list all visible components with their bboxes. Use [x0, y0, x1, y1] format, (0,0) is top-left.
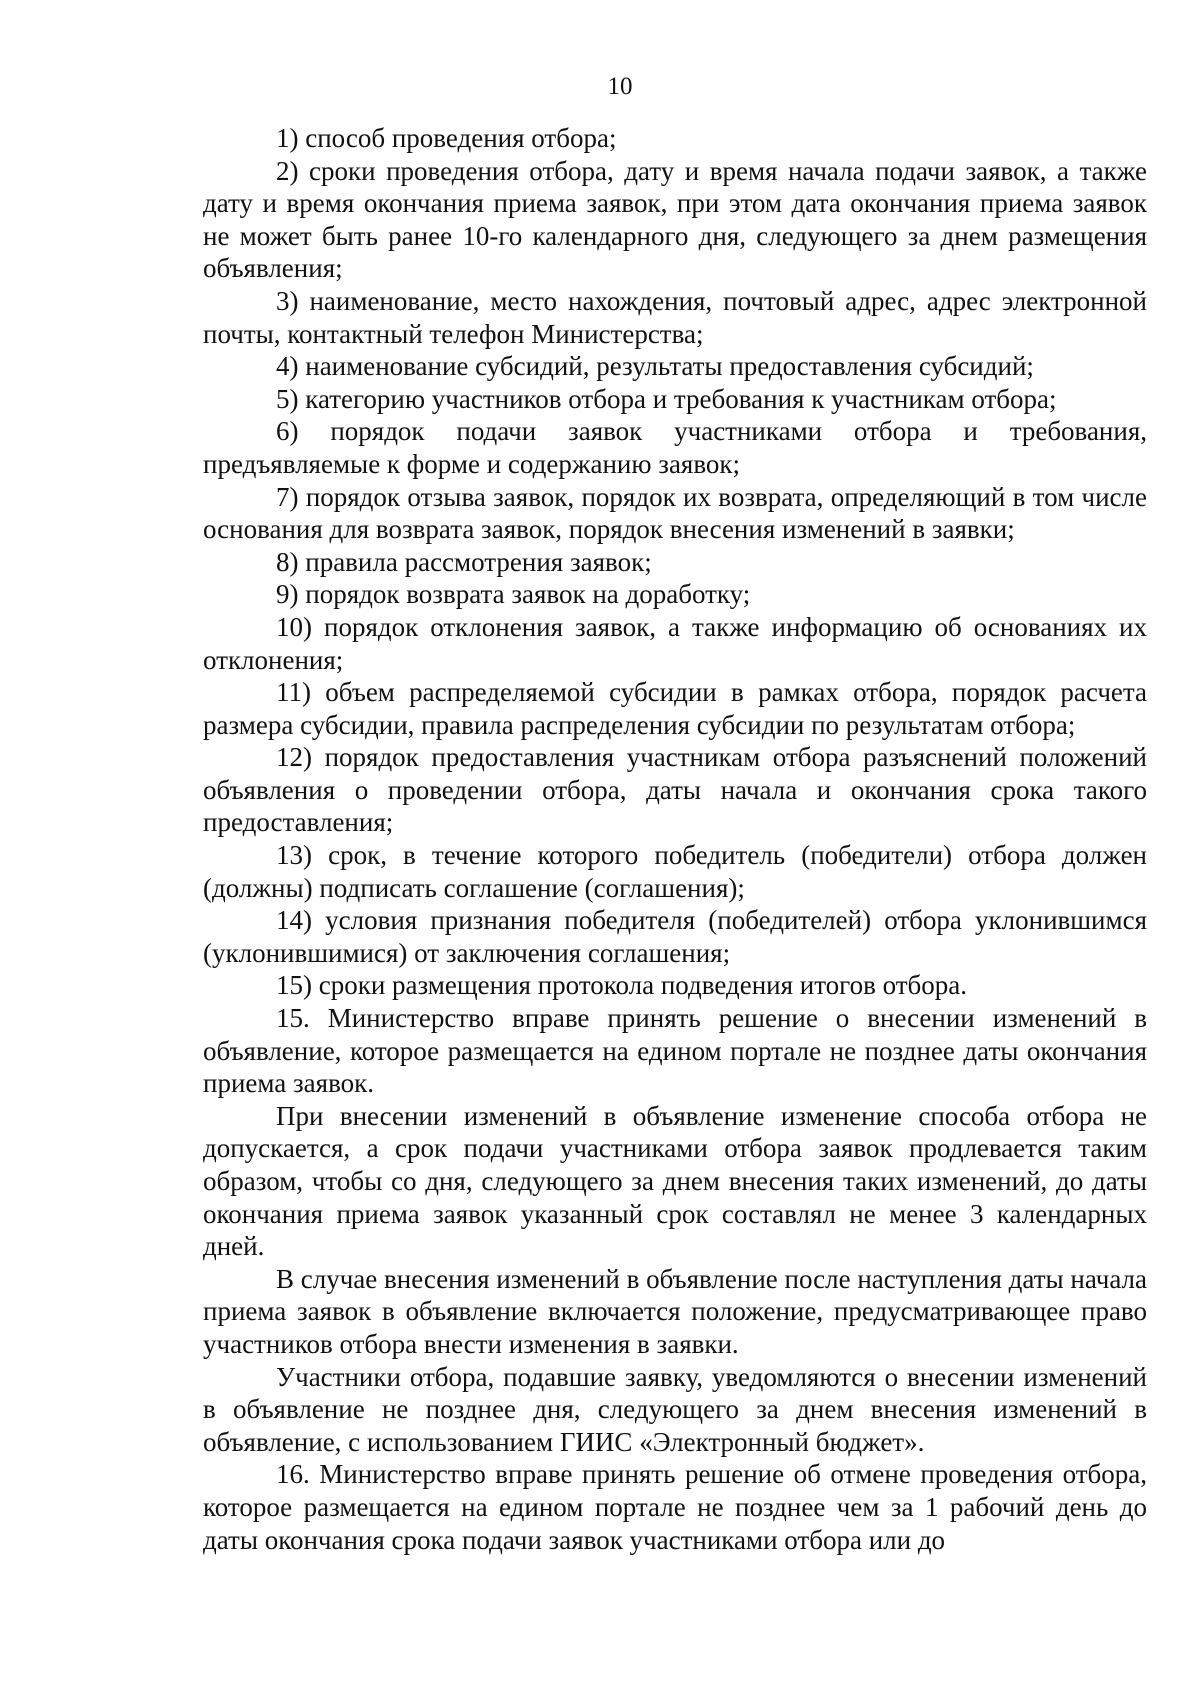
clause-15-paragraph-3: В случае внесения изменений в объявление после наступления даты начала приема заявок в объявление включается положение, предусматривающее право участников отбора внести изменения в заявки. [203, 1263, 1147, 1359]
list-item-3: 3) наименование, место нахождения, почтовый адрес, адрес электронной почты, контактный телефон Министерства; [203, 285, 1147, 349]
list-item-6: 6) порядок подачи заявок участниками отбора и требования, предъявляемые к форме и содержанию заявок; [203, 416, 1147, 479]
list-item-4: 4) наименование субсидий, результаты предоставления субсидий; [276, 351, 1034, 382]
list-item-13: 13) срок, в течение которого победитель (победители) отбора должен (должны) подписать соглашение (соглашения); [203, 840, 1147, 903]
clause-16: 16. Министерство вправе принять решение об отмене проведения отбора, которое размещается на едином портале не позднее чем за 1 рабочий день до даты окончания срока подачи заявок участниками отбора или до [203, 1459, 1147, 1555]
page-number: 10 [607, 73, 633, 100]
list-item-1: 1) способ проведения отбора; [276, 123, 617, 153]
list-item-14: 14) условия признания победителя (победителей) отбора уклонившимся (уклонившимися) от заключения соглашения; [203, 905, 1147, 968]
list-item-2: 2) сроки проведения отбора, дату и время начала подачи заявок, а также дату и время окончания приема заявок, при этом дата окончания приема заявок не может быть ранее 10-го календарного дня, следующего за днем размещения объявления; [203, 155, 1147, 284]
clause-15: 15. Министерство вправе принять решение о внесении изменений в объявление, которое размещается на едином портале не позднее даты окончания приема заявок. [203, 1003, 1147, 1099]
list-item-12: 12) порядок предоставления участникам отбора разъяснений положений объявления о проведении отбора, даты начала и окончания срока такого предоставления; [203, 742, 1147, 838]
list-item-5: 5) категорию участников отбора и требования к участникам отбора; [276, 383, 1057, 414]
clause-15-paragraph-2: При внесении изменений в объявление изменение способа отбора не допускается, а срок подачи участниками отбора заявок продлевается таким образом, чтобы со дня, следующего за днем внесения таких изменений, до даты окончания приема заявок указанный срок составлял не менее 3 календарных дней. [203, 1100, 1147, 1262]
list-item-9: 9) порядок возврата заявок на доработку; [276, 579, 751, 610]
list-item-7: 7) порядок отзыва заявок, порядок их возврата, определяющий в том числе основания для возврата заявок, порядок внесения изменений в заявки; [203, 481, 1147, 545]
document-body [203, 122, 1147, 1556]
list-item-11: 11) объем распределяемой субсидии в рамках отбора, порядок расчета размера субсидии, правила распределения субсидии по результатам отбора; [203, 677, 1147, 740]
list-item-10: 10) порядок отклонения заявок, а также информацию об основаниях их отклонения; [203, 611, 1147, 675]
list-item-15: 15) сроки размещения протокола подведения итогов отбора. [276, 970, 967, 1001]
clause-15-paragraph-4: Участники отбора, подавшие заявку, уведомляются о внесении изменений в объявление не позднее дня, следующего за днем внесения изменений в объявление, с использованием ГИИС «Электронный бюджет». [203, 1361, 1147, 1457]
list-item-8: 8) правила рассмотрения заявок; [276, 546, 652, 577]
